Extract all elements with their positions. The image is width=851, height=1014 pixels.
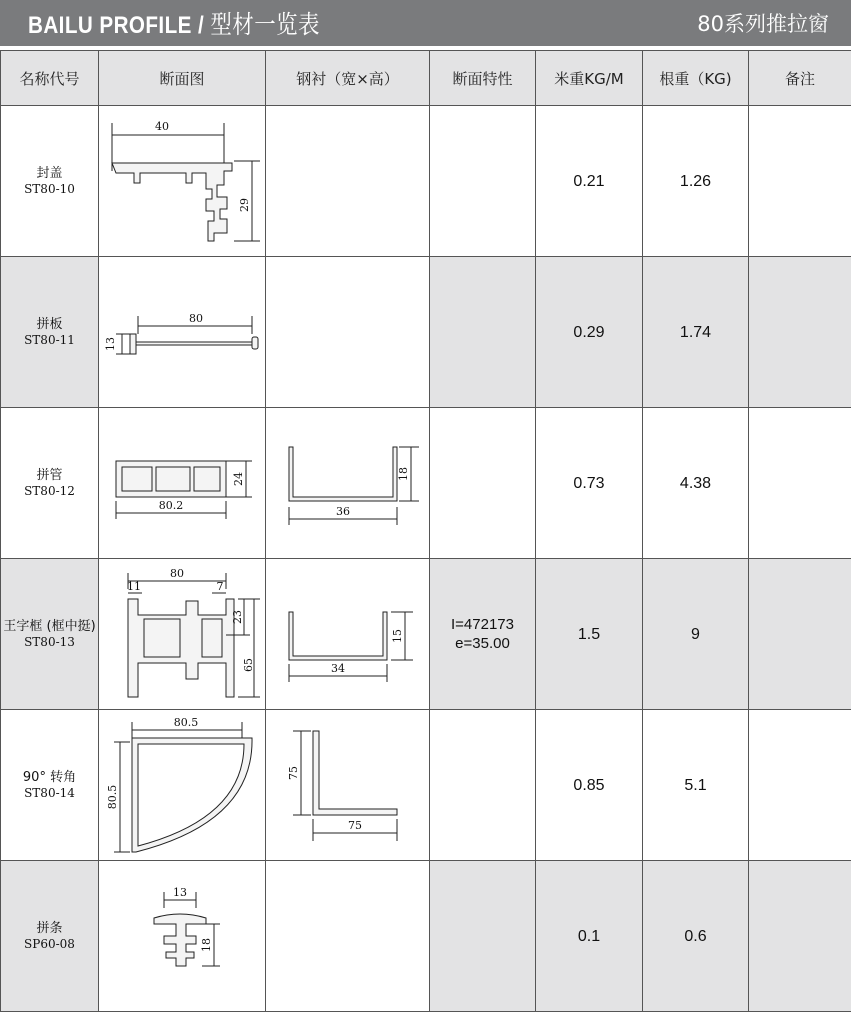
dim-label: 18 xyxy=(396,467,410,481)
steel-drawing xyxy=(269,413,427,553)
catalog-subtitle: 型材一览表 xyxy=(210,10,320,39)
profile-name: 拼管 xyxy=(36,467,63,483)
profile-code: ST80-10 xyxy=(24,181,75,196)
section-drawing-cell xyxy=(99,710,266,861)
dim-label: 13 xyxy=(104,337,117,351)
name-cell xyxy=(1,257,99,408)
piece-weight-value: 9 xyxy=(691,625,700,643)
meter-weight-value: 1.5 xyxy=(577,625,601,643)
name-cell xyxy=(1,408,99,559)
profile-code: SP60-08 xyxy=(24,936,75,951)
col-section: 断面图 xyxy=(99,51,266,106)
steel-cell xyxy=(266,559,430,710)
dim-label: 24 xyxy=(232,472,245,486)
steel-cell xyxy=(266,408,430,559)
properties-cell xyxy=(430,106,536,257)
dim-label: 7 xyxy=(216,580,224,593)
section-drawing-cell xyxy=(99,408,266,559)
piece-weight-value: 0.6 xyxy=(684,927,707,945)
col-note: 备注 xyxy=(749,51,851,106)
dim-label: 29 xyxy=(238,198,251,212)
title-bar xyxy=(0,0,851,46)
steel-cell xyxy=(266,861,430,1012)
dim-label: 23 xyxy=(231,610,244,624)
section-drawing xyxy=(102,559,262,709)
col-meter-weight: 米重KG/M xyxy=(536,51,643,106)
note-cell xyxy=(749,861,851,1012)
meter-weight-cell xyxy=(536,106,643,257)
properties-cell xyxy=(430,408,536,559)
profile-name: 拼条 xyxy=(36,920,63,936)
piece-weight-cell xyxy=(643,408,749,559)
steel-cell xyxy=(266,106,430,257)
note-cell xyxy=(749,257,851,408)
col-properties: 断面特性 xyxy=(430,51,536,106)
col-steel: 钢衬（宽×高） xyxy=(266,51,430,106)
steel-drawing xyxy=(269,715,427,855)
piece-weight-value: 5.1 xyxy=(684,776,707,794)
table-row xyxy=(1,408,851,559)
e-value: e=35.00 xyxy=(455,635,510,652)
table-row xyxy=(1,559,851,710)
profile-name: 90° 转角 xyxy=(22,769,77,785)
section-drawing-cell xyxy=(99,106,266,257)
name-cell xyxy=(1,106,99,257)
meter-weight-value: 0.1 xyxy=(577,927,601,945)
properties-cell xyxy=(430,710,536,861)
meter-weight-cell xyxy=(536,559,643,710)
dim-label: 75 xyxy=(286,766,300,780)
dim-label: 75 xyxy=(347,819,362,832)
section-drawing xyxy=(102,712,262,858)
profile-code: ST80-11 xyxy=(24,332,75,347)
dim-label: 36 xyxy=(335,505,350,518)
table-row xyxy=(1,710,851,861)
table-row xyxy=(1,257,851,408)
steel-cell xyxy=(266,710,430,861)
piece-weight-cell xyxy=(643,861,749,1012)
dim-label: 80.2 xyxy=(158,499,184,512)
section-drawing xyxy=(102,866,262,1006)
meter-weight-value: 0.29 xyxy=(573,323,605,341)
meter-weight-cell xyxy=(536,408,643,559)
profile-code: ST80-14 xyxy=(24,785,75,800)
meter-weight-value: 0.73 xyxy=(573,474,605,492)
section-drawing-cell xyxy=(99,559,266,710)
table-header-row xyxy=(1,51,851,106)
table-row xyxy=(1,861,851,1012)
meter-weight-cell xyxy=(536,257,643,408)
note-cell xyxy=(749,710,851,861)
profile-name: 王字框 (框中挺) xyxy=(3,618,96,634)
inertia-value: I=472173 xyxy=(451,616,514,633)
profile-table xyxy=(0,50,851,1012)
brand-title: BAILU PROFILE / 型材一览表 xyxy=(28,10,320,39)
properties-cell xyxy=(430,257,536,408)
dim-label: 18 xyxy=(200,938,213,952)
name-cell xyxy=(1,710,99,861)
dim-label: 13 xyxy=(173,886,187,899)
dim-label: 65 xyxy=(242,658,255,672)
piece-weight-value: 4.38 xyxy=(679,474,712,492)
note-cell xyxy=(749,559,851,710)
properties-cell xyxy=(430,559,536,710)
meter-weight-value: 0.85 xyxy=(573,776,605,794)
section-drawing xyxy=(102,413,262,553)
section-drawing xyxy=(102,111,262,251)
piece-weight-cell xyxy=(643,257,749,408)
profile-code: ST80-12 xyxy=(24,483,75,498)
section-drawing-cell xyxy=(99,257,266,408)
meter-weight-value: 0.21 xyxy=(573,172,605,190)
steel-cell xyxy=(266,257,430,408)
note-cell xyxy=(749,106,851,257)
col-name-code: 名称代号 xyxy=(1,51,99,106)
note-cell xyxy=(749,408,851,559)
dim-label: 80.5 xyxy=(106,784,119,810)
section-drawing-cell xyxy=(99,861,266,1012)
series-label: 80系列推拉窗 xyxy=(697,12,829,36)
dim-label: 34 xyxy=(330,662,345,675)
name-cell xyxy=(1,559,99,710)
meter-weight-cell xyxy=(536,861,643,1012)
piece-weight-cell xyxy=(643,559,749,710)
piece-weight-value: 1.26 xyxy=(679,172,712,190)
dim-label: 80.5 xyxy=(173,716,199,729)
meter-weight-cell xyxy=(536,710,643,861)
steel-drawing xyxy=(269,564,427,704)
properties-cell xyxy=(430,861,536,1012)
dim-label: 11 xyxy=(127,580,141,593)
col-piece-weight: 根重（KG) xyxy=(643,51,749,106)
dim-label: 80 xyxy=(189,312,203,325)
dim-label: 80 xyxy=(170,567,184,580)
dim-label: 40 xyxy=(155,120,169,133)
name-cell xyxy=(1,861,99,1012)
dim-label: 15 xyxy=(390,629,404,643)
piece-weight-value: 1.74 xyxy=(679,323,712,341)
brand-name: BAILU PROFILE xyxy=(28,12,192,39)
profile-code: ST80-13 xyxy=(24,634,75,649)
profile-name: 拼板 xyxy=(36,316,63,332)
section-drawing xyxy=(102,262,262,402)
profile-name: 封盖 xyxy=(36,165,63,181)
table-row xyxy=(1,106,851,257)
piece-weight-cell xyxy=(643,710,749,861)
piece-weight-cell xyxy=(643,106,749,257)
